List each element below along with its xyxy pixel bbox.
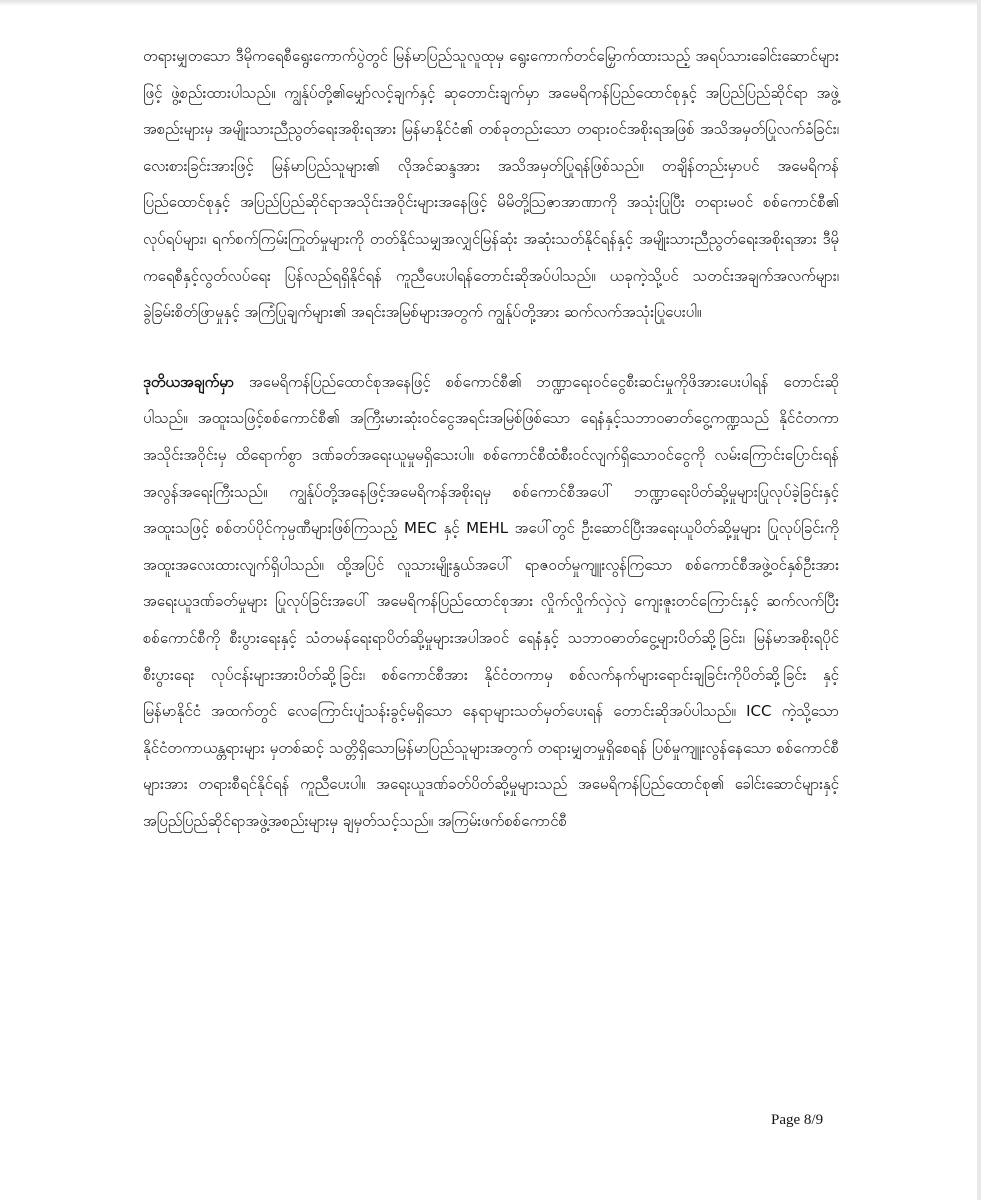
page-right-edge (977, 0, 981, 1200)
paragraph-2 (143, 364, 839, 840)
paragraph-1: တရားမျှတသော ဒီမိုကရေစီရွေးကောက်ပွဲတွင် မြန်မာပြည်သူလူထုမှ ရွေးကောက်တင်မြှောက်ထားသည့် အရပ်သားခေါင်းဆောင်များဖြင့် ဖွဲ့စည်းထားပါသည်။ ကျွန်ုပ်တို့၏မျှော်လင့်ချက်နှင့် ဆုတောင်းချက်မှာ အမေရိကန်ပြည်ထောင်စုနှင့် အပြည်ပြည်ဆိုင်ရာ အဖွဲ့အစည်းများမှ အမျိုးသားညီညွတ်ရေးအစိုးရအား မြန်မာနိုင်ငံ၏ တစ်ခုတည်းသော တရားဝင်အစိုးရအဖြစ် အသိအမှတ်ပြုလက်ခံခြင်း၊ လေးစားခြင်းအားဖြင့် မြန်မာပြည်သူများ၏ လိုအင်ဆန္ဒအား အသိအမှတ်ပြုရန်ဖြစ်သည်။ တချိန်တည်းမှာပင် အမေရိကန်ပြည်ထောင်စုနှင့် အပြည်ပြည်ဆိုင်ရာအသိုင်းအဝိုင်းများအနေဖြင့် မိမိတို့ဩဇာအာဏာကို အသုံးပြုပြီး တရားမဝင် စစ်ကောင်စီ၏ လုပ်ရပ်များ၊ ရက်စက်ကြမ်းကြုတ်မှုများကို တတ်နိုင်သမျှအလျှင်မြန်ဆုံး အဆုံးသတ်နိုင်ရန်နှင့် အမျိုးသားညီညွတ်ရေးအစိုးရအား ဒီမိုကရေစီနှင့်လွတ်လပ်ရေး ပြန်လည်ရရှိနိုင်ရန် ကူညီပေးပါရန်တောင်းဆိုအပ်ပါသည်။ ယခုကဲ့သို့ပင် သတင်းအချက်အလက်များ၊ ခွဲခြမ်းစိတ်ဖြာမှုနှင့် အကြံပြုချက်များ၏ အရင်းအမြစ်များအတွက် ကျွန်ုပ်တို့အား ဆက်လက်အသုံးပြုပေးပါ။ (143, 47, 839, 322)
paragraph-2-lead: ဒုတိယအချက်မှာ (143, 372, 234, 391)
page-number: Page 8/9 (771, 1112, 824, 1128)
page-top-edge (0, 0, 981, 6)
document-body (143, 38, 839, 839)
paragraph-2-body: အမေရိကန်ပြည်ထောင်စုအနေဖြင့် စစ်ကောင်စီ၏ ဘဏ္ဍာရေးဝင်ငွေစီးဆင်းမှုကိုဖိအားပေးပါရန် တောင်းဆိုပါသည်။ အထူးသဖြင့်စစ်ကောင်စီ၏ အကြီးမားဆုံးဝင်ငွေအရင်းအမြစ်ဖြစ်သော ရေနံနှင့်သဘာဝဓာတ်ငွေ့ကဏ္ဍသည် နိုင်ငံတကာအသိုင်းအဝိုင်းမှ ထိရောက်စွာ ဒဏ်ခတ်အရေးယူမှုမရှိသေးပါ။ စစ်ကောင်စီထံစီးဝင်လျက်ရှိသောဝင်ငွေကို လမ်းကြောင်းပြောင်းရန် အလွန်အရေးကြီးသည်။ ကျွန်ုပ်တို့အနေဖြင့်အမေရိကန်အစိုးရမှ စစ်ကောင်စီအပေါ် ဘဏ္ဍာရေးပိတ်ဆို့မှုများပြုလုပ်ခဲ့ခြင်းနှင့် အထူးသဖြင့် စစ်တပ်ပိုင်ကုမ္ပဏီများဖြစ်ကြသည့် MEC နှင့် MEHL အပေါ်တွင် ဦးဆောင်ပြီးအရေးယူပိတ်ဆို့မှုများ ပြုလုပ်ခြင်းကို အထူးအလေးထားလျက်ရှိပါသည်။ ထို့အပြင် လူသားမျိုးနွယ်အပေါ် ရာဇဝတ်မှုကျူးလွန်ကြသော စစ်ကောင်စီအဖွဲ့ဝင်နှစ်ဦးအား အရေးယူဒဏ်ခတ်မှုများ ပြုလုပ်ခြင်းအပေါ် အမေရိကန်ပြည်ထောင်စုအား လှိုက်လှိုက်လှဲလှဲ ကျေးဇူးတင်ကြောင်းနှင့် ဆက်လက်ပြီး စစ်ကောင်စီကို စီးပွားရေးနှင့် သံတမန်ရေးရာပိတ်ဆို့မှုများအပါအဝင် ရေနံနှင့် သဘာဝဓာတ်ငွေ့များပိတ်ဆို့ခြင်း၊ မြန်မာအစိုးရပိုင်စီးပွားရေး လုပ်ငန်းများအားပိတ်ဆို့ခြင်း၊ စစ်ကောင်စီအား နိုင်ငံတကာမှ စစ်လက်နက်များရောင်းချခြင်းကိုပိတ်ဆို့ခြင်း နှင့် မြန်မာနိုင်ငံ အထက်တွင် လေကြောင်းပျံသန်းခွင့်မရှိသော နေရာများသတ်မှတ်ပေးရန် တောင်းဆိုအပ်ပါသည်။ ICC ကဲ့သို့သော နိုင်ငံတကာယန္တရားများ မှတစ်ဆင့် သတ္တိရှိသောမြန်မာပြည်သူများအတွက် တရားမျှတမှုရှိစေရန် ပြစ်မှုကျူးလွန်နေသော စစ်ကောင်စီများအား တရားစီရင်နိုင်ရန် ကူညီပေးပါ။ အရေးယူဒဏ်ခတ်ပိတ်ဆို့မှုများသည် အမေရိကန်ပြည်ထောင်စု၏ ခေါင်းဆောင်များနှင့် အပြည်ပြည်ဆိုင်ရာအဖွဲ့အစည်းများမှ ချမှတ်သင့်သည်။ အကြမ်းဖက်စစ်ကောင်စီ (143, 372, 839, 830)
